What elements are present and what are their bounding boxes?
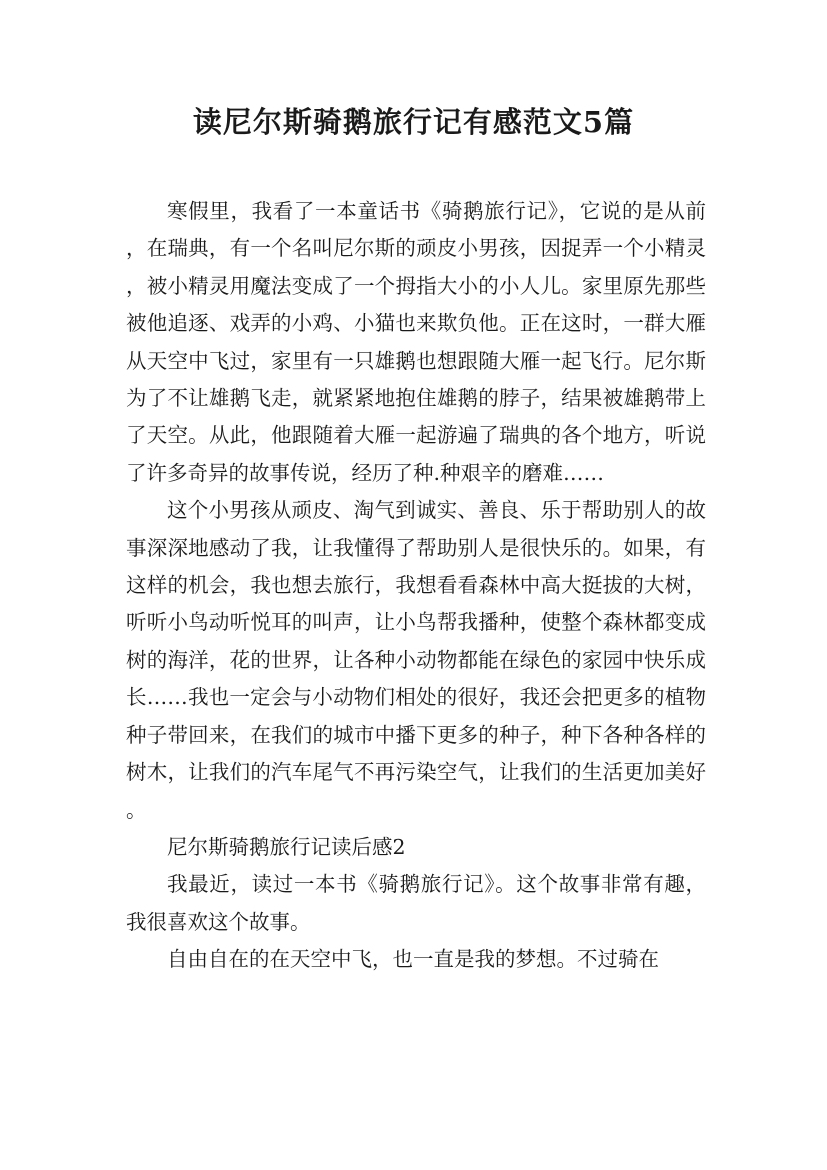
section-heading-2: 尼尔斯骑鹅旅行记读后感2 [167, 834, 406, 859]
paragraph-1: 寒假里，我看了一本童话书《骑鹅旅行记》，它说的是从前，在瑞典，有一个名叫尼尔斯的顽皮小男孩，因捉弄一个小精灵，被小精灵用魔法变成了一个拇指大小的小人儿。家里原先那些被他追逐、戏弄的小鸡、小猫也来欺负他。正在这时，一群大雁从天空中飞过，家里有一只雄鹅也想跟随大雁一起飞行。尼尔斯为了不让雄鹅飞走，就紧紧地抱住雄鹅的脖子，结果被雄鹅带上了天空。从此，他跟随着大雁一起游遍了瑞典的各个地方，听说了许多奇异的故事传说，经历了种.种艰辛的磨难…… [126, 199, 706, 485]
document-title: 读尼尔斯骑鹅旅行记有感范文5篇 [192, 105, 635, 139]
paragraph-3: 我最近，读过一本书《骑鹅旅行记》。这个故事非常有趣，我很喜欢这个故事。 [126, 872, 706, 934]
paragraph-2: 这个小男孩从顽皮、淘气到诚实、善良、乐于帮助别人的故事深深地感动了我，让我懂得了帮助别人是很快乐的。如果，有这样的机会，我也想去旅行，我想看看森林中高大挺拔的大树，听听小鸟动听悦耳的叫声，让小鸟帮我播种，使整个森林都变成树的海洋，花的世界，让各种小动物都能在绿色的家园中快乐成长……我也一定会与小动物们相处的很好，我还会把更多的植物种子带回来，在我们的城市中播下更多的种子，种下各种各样的树木，让我们的汽车尾气不再污染空气，让我们的生活更加美好。 [126, 498, 706, 822]
paragraph-4: 自由自在的在天空中飞，也一直是我的梦想。不过骑在 [167, 947, 659, 972]
document-body [126, 193, 706, 979]
